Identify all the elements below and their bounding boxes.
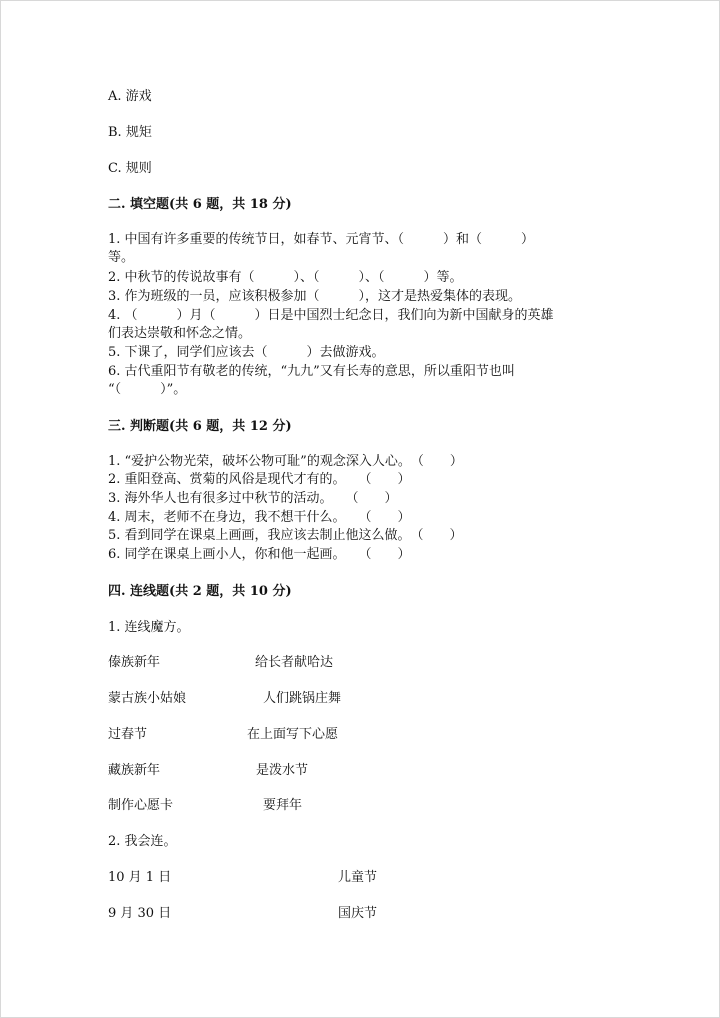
matching-left-item: 9 月 30 日 bbox=[108, 906, 172, 921]
matching-q1-title: 1. 连线魔方。 bbox=[108, 620, 190, 635]
matching-right-item: 给长者献哈达 bbox=[255, 655, 334, 670]
matching-right-item: 儿童节 bbox=[338, 870, 378, 885]
matching-right-item: 国庆节 bbox=[338, 906, 378, 921]
section3-line: 1. “爱护公物光荣，破坏公物可耻”的观念深入人心。 （ ） bbox=[108, 454, 463, 469]
option-b: B. 规矩 bbox=[108, 125, 152, 140]
matching-left-item: 傣族新年 bbox=[108, 655, 161, 670]
section2-line: “（ ）”。 bbox=[108, 382, 187, 397]
section3-line: 3. 海外华人也有很多过中秋节的活动。 （ ） bbox=[108, 491, 398, 506]
section4-title: 四. 连线题(共 2 题，共 10 分) bbox=[108, 584, 292, 599]
matching-left-item: 藏族新年 bbox=[108, 763, 161, 778]
matching-left-item: 蒙古族小姑娘 bbox=[108, 691, 187, 706]
section3-line: 5. 看到同学在课桌上画画，我应该去制止他这么做。 （ ） bbox=[108, 528, 463, 543]
option-c: C. 规则 bbox=[108, 161, 152, 176]
matching-right-item: 人们跳锅庄舞 bbox=[263, 691, 342, 706]
matching-right-item: 是泼水节 bbox=[256, 763, 309, 778]
matching-q2-title: 2. 我会连。 bbox=[108, 834, 177, 849]
matching-right-item: 在上面写下心愿 bbox=[247, 727, 339, 742]
matching-left-item: 10 月 1 日 bbox=[108, 870, 172, 885]
section2-title: 二. 填空题(共 6 题，共 18 分) bbox=[108, 197, 292, 212]
matching-left-item: 制作心愿卡 bbox=[108, 798, 174, 813]
section2-line: 4. （ ）月（ ）日是中国烈士纪念日，我们向为新中国献身的英雄 bbox=[108, 308, 554, 323]
matching-left-item: 过春节 bbox=[108, 727, 148, 742]
section2-line: 等。 bbox=[108, 250, 135, 265]
section3-line: 6. 同学在课桌上画小人，你和他一起画。 （ ） bbox=[108, 547, 411, 562]
section2-line: 们表达崇敬和怀念之情。 bbox=[108, 326, 252, 341]
section2-line: 3. 作为班级的一员，应该积极参加（ ），这才是热爱集体的表现。 bbox=[108, 289, 522, 304]
section3-line: 4. 周末，老师不在身边，我不想干什么。 （ ） bbox=[108, 510, 411, 525]
section3-title: 三. 判断题(共 6 题，共 12 分) bbox=[108, 419, 292, 434]
section2-line: 2. 中秋节的传说故事有（ ）、（ ）、（ ）等。 bbox=[108, 270, 463, 285]
matching-right-item: 要拜年 bbox=[263, 798, 303, 813]
section2-line: 1. 中国有许多重要的传统节日，如春节、元宵节、（ ）和（ ） bbox=[108, 232, 535, 247]
section2-line: 6. 古代重阳节有敬老的传统，“九九”又有长寿的意思，所以重阳节也叫 bbox=[108, 364, 515, 379]
section2-line: 5. 下课了，同学们应该去（ ）去做游戏。 bbox=[108, 345, 385, 360]
section3-line: 2. 重阳登高、赏菊的风俗是现代才有的。 （ ） bbox=[108, 472, 411, 487]
option-a: A. 游戏 bbox=[108, 89, 152, 104]
